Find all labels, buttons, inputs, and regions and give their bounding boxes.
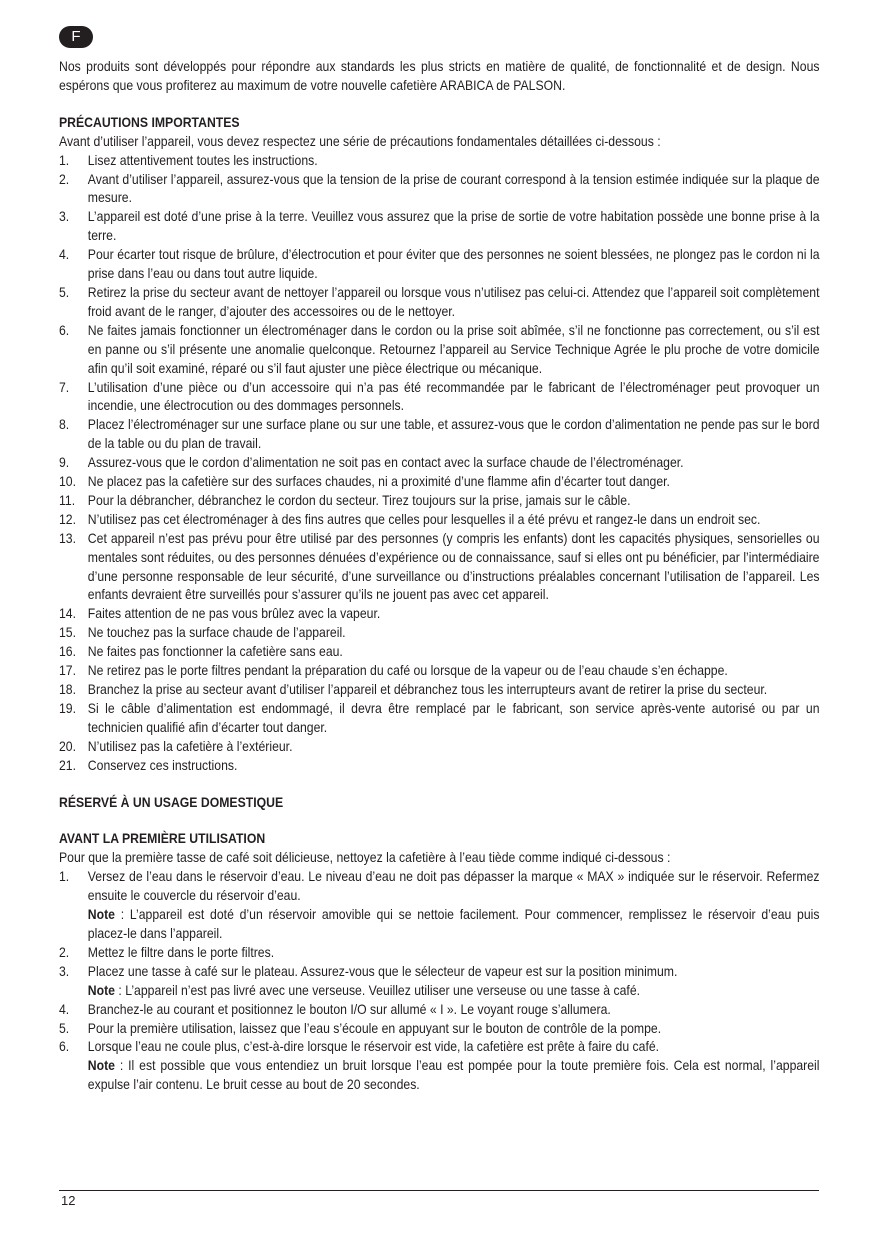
list-item xyxy=(59,681,820,700)
domestic-use-title: RÉSERVÉ À UN USAGE DOMESTIQUE xyxy=(59,794,284,810)
list-item xyxy=(59,1020,820,1039)
list-item xyxy=(59,944,820,963)
page-number: 12 xyxy=(61,1193,76,1208)
list-item-number: 6. xyxy=(59,1039,70,1055)
list-item-text: Assurez-vous que le cordon d’alimentation ne soit pas en contact avec la surface chaude de l’électroménager. xyxy=(87,455,684,471)
list-item-text: Si le câble d’alimentation est endommagé, il devra être remplacé par le fabricant, son service après-vente autorisé ou par un technicien qualifié afin d’écarter tout danger. xyxy=(87,700,820,735)
list-item xyxy=(59,379,820,417)
list-item xyxy=(59,152,820,171)
precautions-list xyxy=(59,152,820,776)
list-item-note xyxy=(88,982,820,1001)
list-item-number: 9. xyxy=(59,455,70,471)
list-item-number: 2. xyxy=(59,944,70,960)
list-item-number: 1. xyxy=(59,152,70,168)
precautions-lead: Avant d’utiliser l’appareil, vous devez respectez une série de précautions fondamentales détaillées ci-dessous : xyxy=(59,133,661,149)
footer-divider xyxy=(59,1190,819,1191)
list-item-text: N’utilisez pas cet électroménager à des fins autres que celles pour lesquelles il a été prévu et rangez-le dans un endroit sec. xyxy=(87,511,761,527)
list-item-number: 19. xyxy=(59,700,77,716)
list-item-text: Placez une tasse à café sur le plateau. Assurez-vous que le sélecteur de vapeur est sur la position minimum. xyxy=(87,963,678,979)
list-item-text: Ne placez pas la cafetière sur des surfaces chaudes, ni a proximité d’une flamme afin d’écarter tout danger. xyxy=(87,474,670,490)
list-item-number: 4. xyxy=(59,247,70,263)
list-item-text: Ne touchez pas la surface chaude de l’appareil. xyxy=(87,625,346,641)
note-text: : Il est possible que vous entendiez un bruit lorsque l’eau est pompée pour la toute première fois. Cela est normal, l’appareil expulse l’air contenu. Le bruit cesse au bout de 20 secondes. xyxy=(87,1058,820,1093)
list-item xyxy=(59,511,820,530)
list-item xyxy=(59,868,820,944)
first-use-lead: Pour que la première tasse de café soit délicieuse, nettoyez la cafetière à l’eau tiède comme indiqué ci-dessous : xyxy=(59,850,671,866)
list-item-text: Faites attention de ne pas vous brûlez avec la vapeur. xyxy=(87,606,381,622)
list-item xyxy=(59,530,820,606)
list-item-text: L’utilisation d’une pièce ou d’un accessoire qui n’a pas été recommandée par le fabricant de l’électroménager peut provoquer un incendie, une électrocution ou des dommages personnels. xyxy=(87,379,820,414)
note-label: Note xyxy=(87,982,115,998)
list-item-number: 18. xyxy=(59,682,77,697)
list-item-text: Lisez attentivement toutes les instructions. xyxy=(87,152,318,168)
list-item-text: Branchez-le au courant et positionnez le bouton I/O sur allumé « I ». Le voyant rouge s’allumera. xyxy=(87,1001,611,1017)
list-item xyxy=(59,322,820,379)
list-item-note xyxy=(88,906,820,944)
list-item-text: Ne faites pas fonctionner la cafetière sans eau. xyxy=(87,644,343,660)
list-item xyxy=(59,473,820,492)
list-item-text: Conservez ces instructions. xyxy=(87,757,238,773)
note-label: Note xyxy=(87,907,115,923)
list-item-text: Retirez la prise du secteur avant de nettoyer l’appareil ou lorsque vous n’utilisez pas celui-ci. Attendez que l’appareil soit complètement froid avant de le ranger, d’ajouter des accessoires ou de le nettoyer. xyxy=(87,284,820,319)
list-item-number: 7. xyxy=(59,379,70,395)
list-item xyxy=(59,757,820,776)
list-item-number: 1. xyxy=(59,869,70,885)
list-item-number: 3. xyxy=(59,209,70,225)
list-item-text: Lorsque l’eau ne coule plus, c’est-à-dire lorsque le réservoir est vide, la cafetière est prête à faire du café. xyxy=(87,1039,660,1055)
list-item xyxy=(59,1001,820,1020)
list-item xyxy=(59,416,820,454)
first-use-list xyxy=(59,868,820,1095)
list-item-number: 21. xyxy=(59,757,77,773)
list-item xyxy=(59,738,820,757)
list-item-text: Pour la débrancher, débranchez le cordon du secteur. Tirez toujours sur la prise, jamais sur le câble. xyxy=(87,492,631,508)
list-item-number: 16. xyxy=(59,644,77,660)
list-item-number: 20. xyxy=(59,738,77,754)
list-item-number: 3. xyxy=(59,963,70,979)
list-item-number: 5. xyxy=(59,284,70,300)
list-item xyxy=(59,662,820,681)
list-item-number: 5. xyxy=(59,1020,70,1036)
list-item-number: 12. xyxy=(59,511,77,527)
list-item-number: 2. xyxy=(59,171,70,187)
list-item xyxy=(59,284,820,322)
intro-paragraph: Nos produits sont développés pour répondre aux standards les plus stricts en matière de qualité, de fonctionnalité et de design. Nous espérons que vous profiterez au maximum de votre nouvelle cafetière ARABICA de PALSON. xyxy=(59,59,820,93)
note-text: : L’appareil est doté d’un réservoir amovible qui se nettoie facilement. Pour commencer, remplissez le réservoir d’eau puis placez-le dans l’appareil. xyxy=(87,907,820,941)
list-item-text: Pour écarter tout risque de brûlure, d’électrocution et pour éviter que des personnes ne soient blessées, ne plongez pas le cordon ni la prise dans l’eau ou dans tout autre liquide. xyxy=(87,247,820,282)
list-item xyxy=(59,605,820,624)
list-item xyxy=(59,208,820,246)
list-item-text: L’appareil est doté d’une prise à la terre. Veuillez vous assurez que la prise de sortie de votre habitation possède une bonne prise à la terre. xyxy=(87,209,820,244)
list-item-number: 14. xyxy=(59,606,77,622)
list-item xyxy=(59,246,820,284)
list-item-text: Avant d’utiliser l’appareil, assurez-vous que la tension de la prise de courant correspond à la tension estimée indiquée sur la plaque de mesure. xyxy=(87,171,820,206)
list-item xyxy=(59,171,820,209)
list-item-number: 15. xyxy=(59,625,77,641)
list-item-number: 4. xyxy=(59,1001,70,1017)
document-body xyxy=(59,58,820,1095)
note-label: Note xyxy=(87,1058,115,1074)
list-item-text: Mettez le filtre dans le porte filtres. xyxy=(87,944,275,960)
list-item-number: 11. xyxy=(59,492,76,508)
list-item xyxy=(59,492,820,511)
list-item-text: Pour la première utilisation, laissez que l’eau s’écoule en appuyant sur le bouton de contrôle de la pompe. xyxy=(87,1020,662,1036)
language-badge: F xyxy=(59,26,93,48)
first-use-title: AVANT LA PREMIÈRE UTILISATION xyxy=(59,831,266,847)
list-item xyxy=(59,643,820,662)
list-item-number: 13. xyxy=(59,530,77,546)
list-item xyxy=(59,700,820,738)
list-item-number: 10. xyxy=(59,474,77,490)
list-item xyxy=(59,454,820,473)
list-item-text: Cet appareil n’est pas prévu pour être utilisé par des personnes (y compris les enfants) dont les capacités physiques, sensorielles ou mentales sont réduites, ou des personnes dénuées d’expérience ou de connaissance, sauf si elles ont pu bénéficier, par l’intermédiaire d’une personne responsable de leur sécurité, d’une surveillance ou d’instructions préalables concernant l’utilisation de l’appareil. Les enfants devraient être surveillés pour s’assurer qu’ils ne jouent pas avec cet appareil. xyxy=(87,530,820,603)
list-item-text: Ne retirez pas le porte filtres pendant la préparation du café ou lorsque de la vapeur ou de l’eau chaude s’en échappe. xyxy=(87,663,728,679)
list-item xyxy=(59,624,820,643)
list-item xyxy=(59,1038,820,1095)
list-item-text: Branchez la prise au secteur avant d’utiliser l’appareil et débranchez tous les interrupteurs avant de retirer la prise du secteur. xyxy=(87,682,768,697)
list-item-text: Ne faites jamais fonctionner un électroménager dans le cordon ou la prise soit abîmée, s’il ne fonctionne pas correctement, ou s’il est en panne ou s’il présente une anomalie quelconque. Retournez l’appareil au Service Technique Agrée le plu proche de votre domicile afin qu’il soit examiné, réparé ou s’il faut ajuster une pièce électrique ou mécanique. xyxy=(87,322,820,376)
note-text: : L’appareil n’est pas livré avec une verseuse. Veuillez utiliser une verseuse ou une tasse à café. xyxy=(114,982,641,998)
list-item-text: Placez l’électroménager sur une surface plane ou sur une table, et assurez-vous que le cordon d’alimentation ne pende pas sur le bord de la table ou du plan de travail. xyxy=(87,417,820,452)
list-item-number: 17. xyxy=(59,663,77,679)
list-item-number: 6. xyxy=(59,322,70,338)
list-item-number: 8. xyxy=(59,417,70,433)
list-item-note xyxy=(88,1057,820,1095)
list-item-text: Versez de l’eau dans le réservoir d’eau. Le niveau d’eau ne doit pas dépasser la marque « MAX » indiquée sur le réservoir. Refermez ensuite le couvercle du réservoir d’eau. xyxy=(87,869,820,904)
list-item xyxy=(59,963,820,1001)
list-item-text: N’utilisez pas la cafetière à l’extérieur. xyxy=(87,738,293,754)
precautions-title: PRÉCAUTIONS IMPORTANTES xyxy=(59,114,240,130)
